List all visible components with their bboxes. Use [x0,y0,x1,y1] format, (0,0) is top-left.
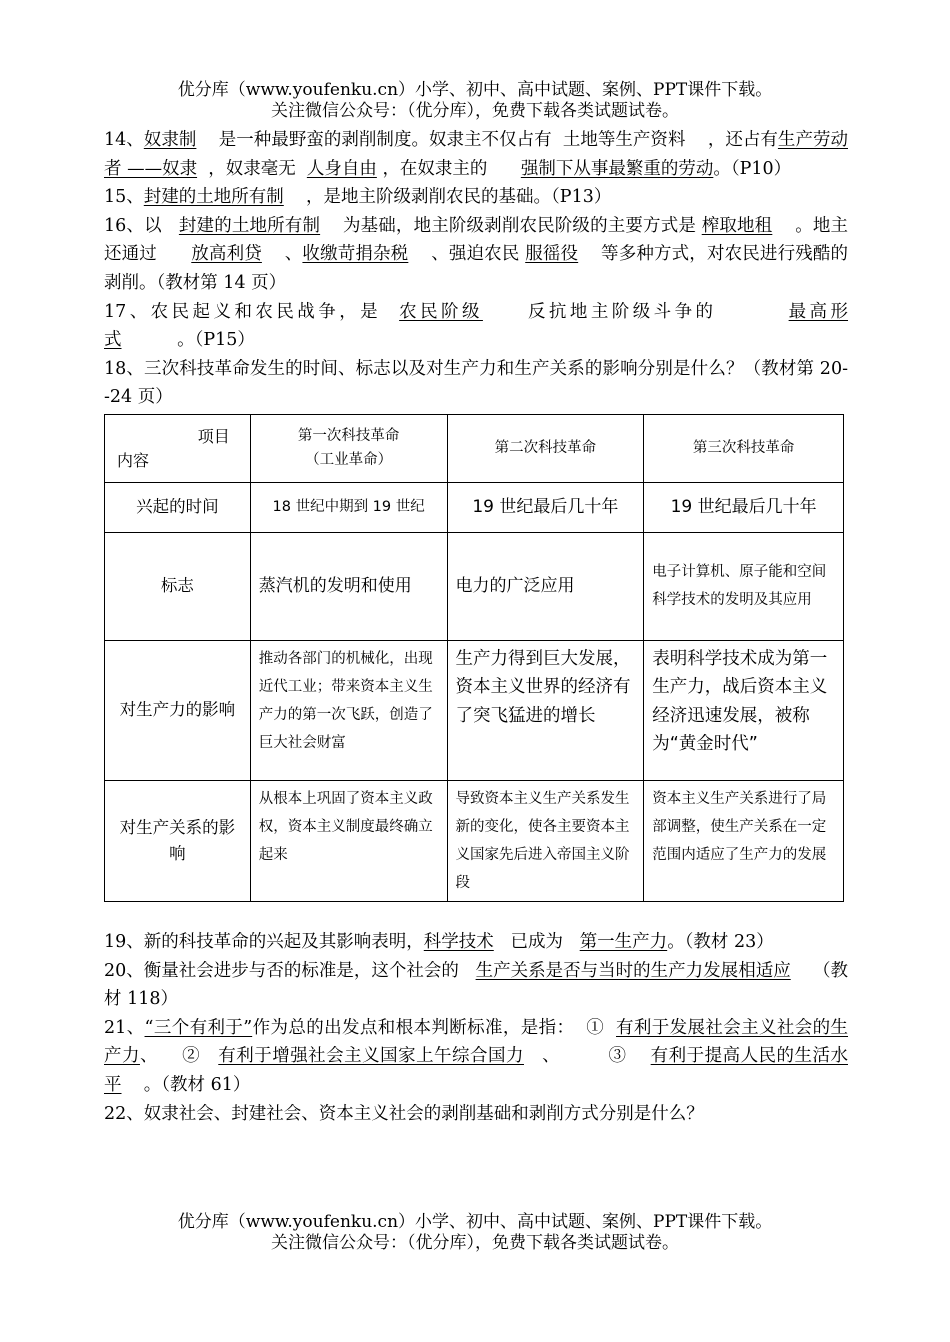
header-line-2: 关注微信公众号：（优分库），免费下载各类试题试卷。 [271,101,679,121]
answer-blank: 有利于提高人民的生活水平 [104,1046,848,1095]
column-header-first: 第一次科技革命 （工业革命） [250,414,447,482]
table-cell: 从根本上巩固了资本主义政权，资本主义制度最终确立起来 [250,780,447,901]
column-header-third: 第三次科技革命 [644,414,844,482]
table-cell: 19 世纪最后几十年 [447,482,644,532]
answer-blank: 科学技术 [423,931,494,952]
answer-blank: “三个有利于” [144,1017,253,1038]
table-header-row [105,414,844,482]
table-row [105,640,844,780]
table-cell: 表明科学技术成为第一生产力，战后资本主义经济迅速发展，被称为“黄金时代” [644,640,844,780]
question-21: 21、“三个有利于”作为总的出发点和根本判断标准，是指： ① 有利于发展社会主义社会的生产力、 ② 有利于增强社会主义国家上午综合国力 、 ③ 有利于提高人民的生活水平 。（教材 61） [104,1017,849,1095]
answer-blank: 有利于增强社会主义国家上午综合国力 [218,1046,524,1067]
footer-line-2: 关注微信公众号：（优分库），免费下载各类试题试卷。 [271,1233,679,1253]
question-18: 18、三次科技革命发生的时间、标志以及对生产力和生产关系的影响分别是什么？（教材第 20--24 页） [104,358,848,408]
row-label: 对生产关系的影响 [105,780,251,901]
question-22: 22、奴隶社会、封建社会、资本主义社会的剥削基础和剥削方式分别是什么？ [104,1103,704,1124]
row-label: 对生产力的影响 [105,640,251,780]
answer-blank: 封建的土地所有制 [178,215,321,236]
footer-line-1: 优分库（www.youfenku.cn）小学、初中、高中试题、案例、PPT课件下载。 [177,1212,773,1232]
table-cell: 资本主义生产关系进行了局部调整，使生产关系在一定范围内适应了生产力的发展 [644,780,844,901]
question-17: 17、农民起义和农民战争，是 农民阶级 反抗地主阶级斗争的 最高形式 。（P15） [104,301,849,351]
document-body [104,126,848,1128]
table-cell: 导致资本主义生产关系发生新的变化，使各主要资本主义国家先后进入帝国主义阶段 [447,780,644,901]
table-cell: 蒸汽机的发明和使用 [250,532,447,640]
answer-blank: 土地等生产资料 [562,130,686,150]
question-19: 19、新的科技革命的兴起及其影响表明，科学技术 已成为 第一生产力。（教材 23） [104,931,774,952]
answer-blank: 有利于发展社会主义社会的生产力 [104,1017,849,1067]
table-row [105,532,844,640]
question-20: 20、衡量社会进步与否的标准是，这个社会的 生产关系是否与当时的生产力发展相适应 （教材 118） [104,960,849,1010]
table-row [105,780,844,901]
table-cell: 电子计算机、原子能和空间科学技术的发明及其应用 [644,532,844,640]
table-corner-cell [105,414,251,482]
answer-blank: 封建的土地所有制 [143,187,284,208]
answer-blank: 生产关系是否与当时的生产力发展相适应 [475,960,791,981]
answer-blank: 强制下从事最繁重的劳动 [520,158,714,179]
corner-top-label: 项目 [197,427,230,447]
table-cell: 电力的广泛应用 [447,532,644,640]
tech-revolution-table [104,414,844,902]
corner-bottom-label: 内容 [117,451,150,471]
answer-blank: 农民阶级 [399,301,483,322]
table-cell: 19 世纪最后几十年 [644,482,844,532]
table-cell: 18 世纪中期到 19 世纪 [250,482,447,532]
table-cell: 生产力得到巨大发展，资本主义世界的经济有了突飞猛进的增长 [447,640,644,780]
answer-blank: 奴隶制 [143,130,197,150]
answer-blank: 人身自由 [306,158,377,179]
answer-blank: 放高利贷 [191,244,262,265]
question-14: 14、奴隶制 是一种最野蛮的剥削制度。奴隶主不仅占有 土地等生产资料 ，还占有生产劳动者 ——奴隶 ，奴隶毫无 人身自由 ，在奴隶主的 强制下从事最繁重的劳动。（P10） [104,130,848,179]
question-15: 15、封建的土地所有制 ，是地主阶级剥削农民的基础。（P13） [104,187,612,208]
answer-blank: 榨取地租 [701,215,773,236]
answer-blank: 服徭役 [525,244,579,265]
page-footer [0,1212,950,1254]
header-line-1: 优分库（www.youfenku.cn）小学、初中、高中试题、案例、PPT课件下载。 [177,80,773,100]
row-label: 标志 [105,532,251,640]
answer-blank: 第一生产力 [579,931,668,952]
column-header-second: 第二次科技革命 [447,414,644,482]
answer-blank: 收缴苛捐杂税 [302,244,409,265]
page-header [0,80,950,122]
row-label: 兴起的时间 [105,482,251,532]
question-16: 16、以 封建的土地所有制 为基础，地主阶级剥削农民阶级的主要方式是 榨取地租 。地主还通过 放高利贷 、收缴苛捐杂税 、强迫农民 服徭役 等多种方式，对农民进行残酷的剥削。（教材第 14 页） [104,215,849,293]
answer-blank: 最高形式 [104,301,849,351]
answer-blank: 生产劳动者 ——奴隶 [104,130,848,179]
table-row [105,482,844,532]
table-cell: 推动各部门的机械化，出现近代工业；带来资本主义生产力的第一次飞跃，创造了巨大社会财富 [250,640,447,780]
